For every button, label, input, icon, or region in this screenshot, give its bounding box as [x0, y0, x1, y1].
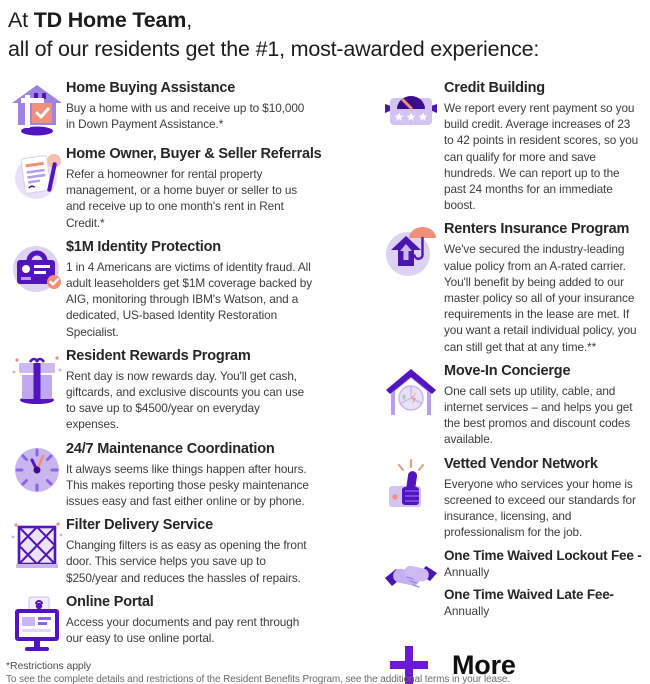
header-suffix: , — [186, 8, 192, 32]
gift-icon — [8, 348, 66, 406]
fee-title: One Time Waived Lockout Fee - — [444, 548, 642, 564]
feature-title: 24/7 Maintenance Coordination — [66, 440, 275, 457]
handshake-icon — [378, 548, 444, 600]
feature-title: Credit Building — [444, 80, 545, 96]
feature-description: It always seems like things happen after hours. This makes reporting those pesky maintenance issues easy and fast either online or by phone. — [66, 461, 309, 509]
feature-online-portal — [8, 594, 330, 654]
feature-waived-fees — [378, 548, 648, 626]
header-line-1 — [8, 6, 638, 35]
feature-title: Resident Rewards Program — [66, 347, 251, 364]
feature-description: 1 in 4 Americans are victims of identity fraud. All adult leaseholders get $1M coverage backed by AIG, monitoring through IBM's Watson, and a dedicated, US-based Identity Restoration Specialist. — [66, 259, 313, 339]
computer-monitor-icon — [8, 594, 66, 654]
feature-filter-delivery — [8, 517, 330, 586]
feature-title: Home Buying Assistance — [66, 80, 236, 96]
page-header — [8, 6, 638, 64]
feature-resident-rewards — [8, 348, 330, 433]
feature-description: Changing filters is as easy as opening the front door. This service helps you save up to $250/year and reduces the hassles of repairs. — [66, 538, 307, 585]
waived-lockout-fee — [444, 548, 642, 579]
air-filter-icon — [8, 517, 66, 573]
feature-description: We report every rent payment so you build credit. Average increases of 23 to 42 points in resident scores, so you can qualify for more and save hundreds. We can report up to the past 24 months for an immediate boost. — [444, 101, 639, 213]
restrictions-footnote: *Restrictions apply — [6, 660, 92, 672]
feature-description: One call sets up utility, cable, and internet services – and helps you get the best promos and discount codes available. — [444, 383, 633, 447]
umbrella-house-icon — [378, 221, 444, 279]
feature-title: Filter Delivery Service — [66, 517, 213, 534]
feature-referrals — [8, 146, 330, 231]
feature-title: Move-In Concierge — [444, 362, 571, 379]
credit-gauge-icon — [378, 80, 444, 132]
waived-fees-list — [444, 548, 642, 626]
footnotes — [6, 660, 646, 684]
home-sold-icon — [8, 80, 66, 138]
feature-description: Access your documents and pay rent through our easy to use online portal. — [66, 614, 300, 646]
feature-title: Home Owner, Buyer & Seller Referrals — [66, 146, 322, 162]
feature-description: We've secured the industry-leading value policy from an A-rated carrier. You'll benefit by being added to our master policy so all of your insurance requirements in the lease are met. If you want a retail individual policy, you can still get that at any time.** — [444, 242, 637, 354]
right-column — [378, 80, 648, 684]
feature-maintenance-coordination — [8, 441, 330, 510]
feature-renters-insurance — [378, 221, 648, 354]
feature-description: Buy a home with us and receive up to $10,000 in Down Payment Assistance.* — [66, 101, 305, 132]
clock-icon — [8, 441, 66, 497]
feature-description: Refer a homeowner for rental property management, or a home buyer or seller to us and receive up to one month's rent in Rent Credit.* — [66, 167, 298, 230]
identity-badge-icon — [8, 239, 66, 295]
feature-title: Renters Insurance Program — [444, 221, 630, 238]
fee-title: One Time Waived Late Fee- — [444, 587, 614, 603]
feature-description: Everyone who services your home is screened to exceed our standards for insurance, licensing, and professionalism for the job. — [444, 476, 636, 540]
feature-vetted-vendor-network — [378, 456, 648, 541]
more-label: More — [452, 649, 516, 680]
header-brand: TD Home Team — [33, 8, 187, 32]
fee-subtitle: Annually — [444, 565, 490, 580]
feature-credit-building — [378, 80, 648, 213]
thumbs-up-icon — [378, 456, 444, 512]
feature-title: $1M Identity Protection — [66, 238, 221, 255]
move-in-house-icon — [378, 363, 444, 421]
truncated-footnote: To see the complete details and restrictions of the Resident Benefits Program, see the additional terms in your lease. — [6, 674, 511, 684]
left-column — [8, 80, 330, 662]
fee-subtitle: Annually — [444, 604, 490, 619]
referral-document-icon — [8, 146, 66, 202]
feature-title: Online Portal — [66, 593, 154, 610]
feature-home-buying-assistance — [8, 80, 330, 138]
feature-identity-protection — [8, 239, 330, 340]
header-prefix: At — [8, 8, 34, 32]
feature-move-in-concierge — [378, 363, 648, 448]
feature-title: Vetted Vendor Network — [444, 455, 598, 472]
feature-description: Rent day is now rewards day. You'll get cash, giftcards, and exclusive discounts you can use to save up to $4500/year on everyday expenses. — [66, 368, 305, 432]
header-line-2: all of our residents get the #1, most-awarded experience: — [8, 37, 540, 61]
waived-late-fee — [444, 587, 642, 618]
